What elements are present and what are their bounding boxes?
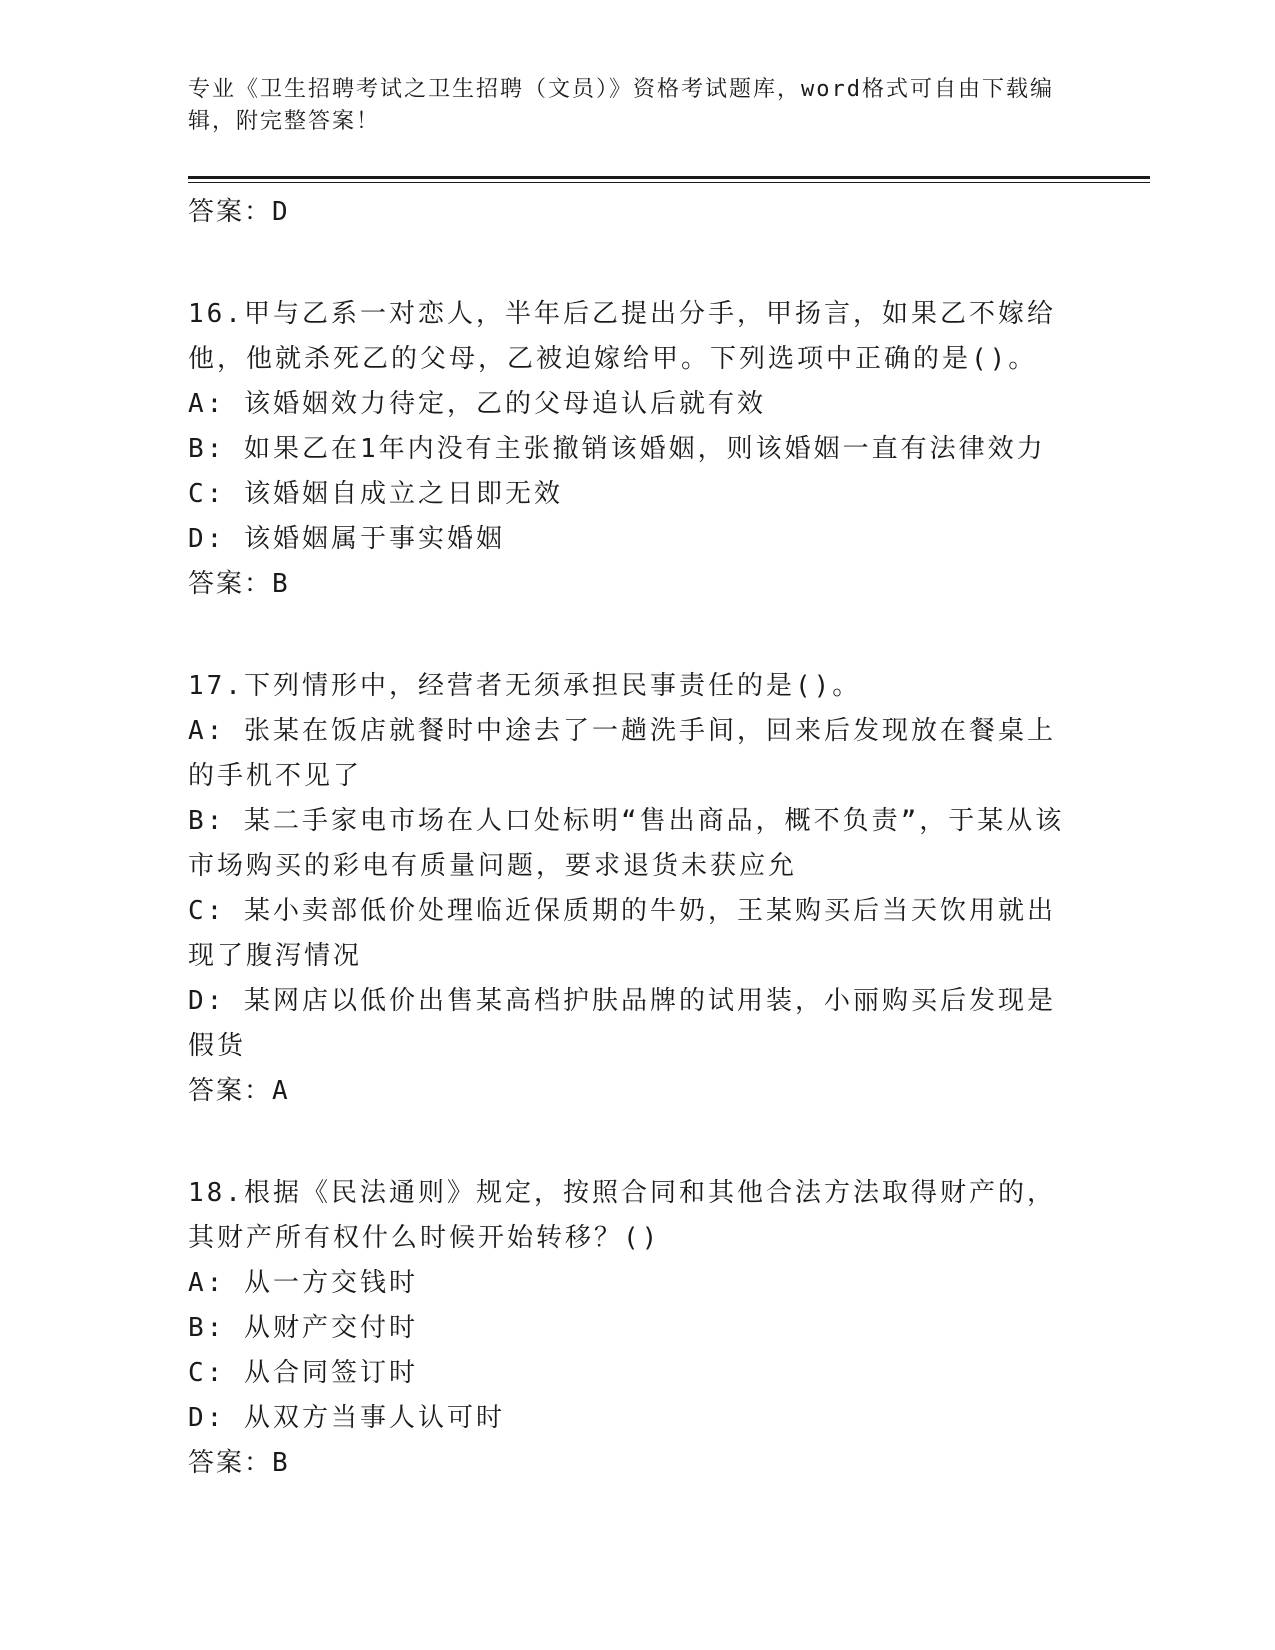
question-16 <box>188 292 1068 606</box>
option-a: A: 从一方交钱时 <box>188 1268 418 1298</box>
answer-label: 答案：B <box>188 569 290 599</box>
option-b: B: 如果乙在1年内没有主张撤销该婚姻，则该婚姻一直有法律效力 <box>188 434 1046 464</box>
document-content <box>188 190 1068 1485</box>
option-a: A: 张某在饭店就餐时中途去了一趟洗手间，回来后发现放在餐桌上的手机不见了 <box>188 716 1056 791</box>
question-stem: 17.下列情形中，经营者无须承担民事责任的是()。 <box>188 671 862 701</box>
question-18 <box>188 1171 1068 1485</box>
header-rule-thin <box>188 182 1150 183</box>
option-c: C: 该婚姻自成立之日即无效 <box>188 479 563 509</box>
document-header: 专业《卫生招聘考试之卫生招聘（文员）》资格考试题库，word格式可自由下载编辑，附完整答案！ <box>188 77 1054 134</box>
option-b: B: 从财产交付时 <box>188 1313 418 1343</box>
question-17 <box>188 664 1068 1113</box>
option-d: D: 某网店以低价出售某高档护肤品牌的试用装，小丽购买后发现是假货 <box>188 986 1056 1061</box>
option-d: D: 从双方当事人认可时 <box>188 1403 505 1433</box>
header-rule-thick <box>188 176 1150 179</box>
answer-label: 答案：D <box>188 197 290 227</box>
answer-label: 答案：A <box>188 1076 290 1106</box>
option-a: A: 该婚姻效力待定，乙的父母追认后就有效 <box>188 389 766 419</box>
option-d: D: 该婚姻属于事实婚姻 <box>188 524 505 554</box>
answer-label: 答案：B <box>188 1448 290 1478</box>
option-b: B: 某二手家电市场在人口处标明“售出商品，概不负责”，于某从该市场购买的彩电有质量问题，要求退货未获应允 <box>188 806 1065 881</box>
question-stem: 18.根据《民法通则》规定，按照合同和其他合法方法取得财产的，其财产所有权什么时候开始转移？() <box>188 1178 1056 1253</box>
option-c: C: 从合同签订时 <box>188 1358 418 1388</box>
option-c: C: 某小卖部低价处理临近保质期的牛奶，王某购买后当天饮用就出现了腹泻情况 <box>188 896 1056 971</box>
question-stem: 16.甲与乙系一对恋人，半年后乙提出分手，甲扬言，如果乙不嫁给他，他就杀死乙的父母，乙被迫嫁给甲。下列选项中正确的是()。 <box>188 299 1056 374</box>
